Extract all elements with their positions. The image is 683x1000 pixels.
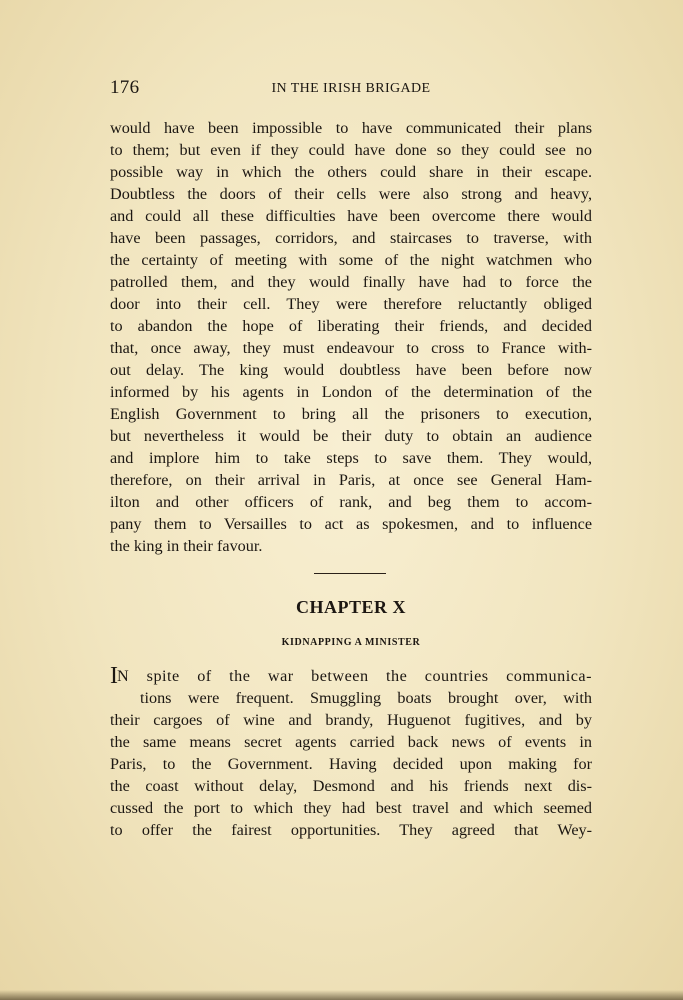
text-line: out delay. The king would doubtless have been before now [110, 361, 592, 379]
chapter-subtitle: KIDNAPPING A MINISTER [281, 637, 421, 648]
text-line: to abandon the hope of liberating their friends, and decided [110, 317, 592, 335]
text-line: therefore, on their arrival in Paris, at once see General Ham- [110, 471, 592, 489]
drop-cap: I [110, 663, 117, 689]
text-line: the coast without delay, Desmond and his friends next dis- [110, 777, 592, 795]
text-line: the king in their favour. [110, 537, 263, 555]
body-paragraph [110, 117, 592, 557]
text-line: to offer the fairest opportunities. They agreed that Wey- [110, 821, 592, 839]
text-line: patrolled them, and they would finally have had to force the [110, 273, 592, 291]
page-number: 176 [110, 77, 140, 98]
text-line: to them; but even if they could have done so they could see no [110, 141, 592, 159]
text-line: cussed the port to which they had best travel and which seemed [110, 799, 592, 817]
text-line: but nevertheless it would be their duty to obtain an audience [110, 427, 592, 445]
text-line-rest: N spite of the war between the countries communica- [117, 667, 592, 685]
text-line: informed by his agents in London of the determination of the [110, 383, 592, 401]
text-line: possible way in which the others could share in their escape. [110, 163, 592, 181]
text-line-with-drop-cap [110, 665, 592, 687]
text-line: and could all these difficulties have been overcome there would [110, 207, 592, 225]
text-line: tions were frequent. Smuggling boats brought over, with [140, 689, 592, 707]
text-line: their cargoes of wine and brandy, Huguenot fugitives, and by [110, 711, 592, 729]
text-line: that, once away, they must endeavour to cross to France with- [110, 339, 592, 357]
text-line: pany them to Versailles to act as spokesmen, and to influence [110, 515, 592, 533]
text-line: English Government to bring all the prisoners to execution, [110, 405, 592, 423]
chapter-paragraph [110, 665, 592, 841]
text-line: Doubtless the doors of their cells were also strong and heavy, [110, 185, 592, 203]
text-line: and implore him to take steps to save them. They would, [110, 449, 592, 467]
text-line: the same means secret agents carried back news of events in [110, 733, 592, 751]
text-line: Paris, to the Government. Having decided upon making for [110, 755, 592, 773]
running-title: IN THE IRISH BRIGADE [271, 81, 431, 96]
chapter-title: CHAPTER X [295, 597, 406, 617]
section-divider [314, 573, 386, 574]
text-line: door into their cell. They were therefore reluctantly obliged [110, 295, 592, 313]
text-line: would have been impossible to have communicated their plans [110, 119, 592, 137]
text-line: have been passages, corridors, and staircases to traverse, with [110, 229, 592, 247]
text-line: the certainty of meeting with some of the night watchmen who [110, 251, 592, 269]
running-head [110, 77, 592, 101]
text-line: ilton and other officers of rank, and beg them to accom- [110, 493, 592, 511]
